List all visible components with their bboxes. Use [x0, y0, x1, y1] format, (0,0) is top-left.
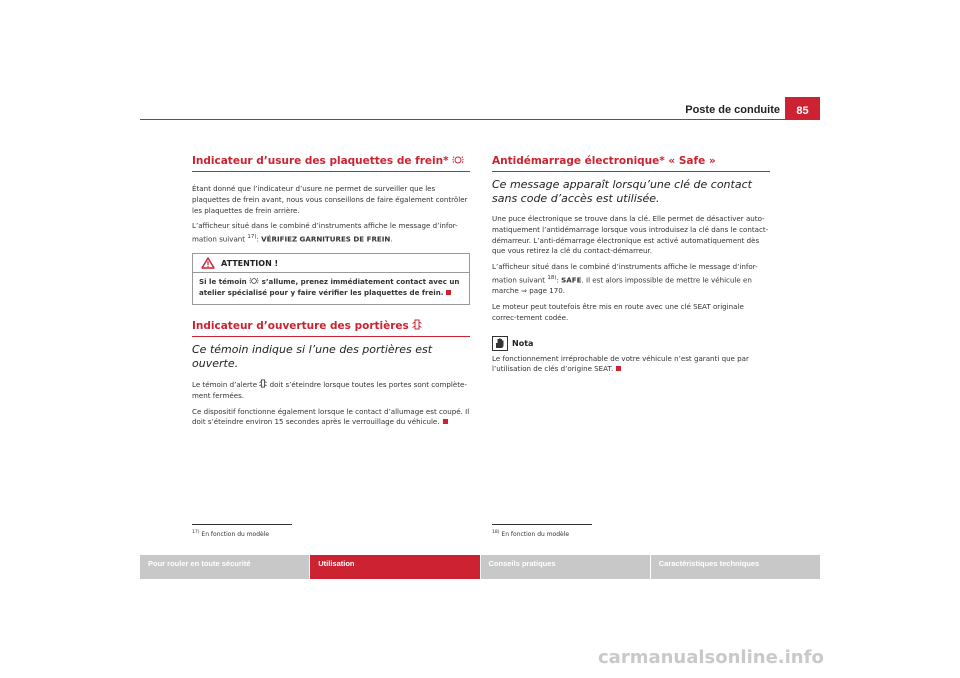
brake-warning-icon: [249, 277, 259, 285]
brake-wear-heading: [192, 155, 470, 172]
end-mark-icon: [616, 366, 621, 371]
header-rule: [140, 119, 820, 120]
door-lead: Ce témoin indique si l’une des portières est ouverte.: [192, 342, 433, 370]
left-column: [192, 155, 470, 433]
warning-title: ATTENTION !: [221, 258, 279, 268]
immobilizer-paragraph-2: L’afficheur situé dans le combiné d’instruments affiche le message d’infor-mation suivant $^{18)}$: SAFE. Il est alors impossible de mettre le véhicule en marche ⇒ page 170.: [492, 262, 758, 296]
end-mark-icon: [443, 419, 448, 424]
warning-triangle-icon: [201, 257, 215, 269]
brake-warning-icon: [452, 155, 464, 165]
page-number: 85: [785, 97, 820, 119]
page-reference-link[interactable]: . Il est alors impossible de mettre le véhicule en marche ⇒ page 170.: [492, 275, 752, 296]
immobilizer-lead: Ce message apparaît lorsqu’une clé de contact sans code d’accès est utilisée.: [492, 178, 752, 205]
watermark: carmanualsonline.info: [598, 647, 824, 668]
tab-caracteristiques[interactable]: Caractéristiques techniques: [651, 555, 820, 579]
door-indicator-heading: [192, 319, 470, 337]
note-header: [492, 336, 770, 351]
note-body: Le fonctionnement irréprochable de votre véhicule n’est garanti que par l’utilisation de clés d’origine SEAT.: [492, 353, 749, 374]
door-open-icon: [412, 319, 422, 330]
immobilizer-paragraph-3: Le moteur peut toutefois être mis en route avec une clé SEAT originale correc-tement codée.: [492, 301, 744, 322]
footnote-ref-17[interactable]: 17): [247, 234, 257, 241]
tab-pour-rouler[interactable]: Pour rouler en toute sécurité: [140, 555, 309, 579]
warning-box: [192, 253, 470, 305]
immobilizer-heading: Antidémarrage électronique* « Safe »: [492, 155, 770, 172]
footnote-17: $^{17)}$ En fonction du modèle: [192, 530, 270, 538]
footnote-rule-left: [192, 524, 292, 525]
brake-paragraph-2: L’afficheur situé dans le combiné d’instruments affiche le message d’infor-mation suivant $^{17)}$: VÉRIFIEZ GARNITURES DE FREIN.: [192, 221, 458, 244]
footnote-ref-18[interactable]: 18): [547, 274, 557, 281]
brake-wear-heading-text: Indicateur d’usure des plaquettes de frein*: [192, 155, 449, 167]
end-mark-icon: [446, 290, 451, 295]
right-column: [492, 155, 770, 380]
footnote-18: $^{18)}$ En fonction du modèle: [492, 530, 570, 538]
brake-paragraph-1: Étant donné que l’indicateur d’usure ne permet de surveiller que les plaquettes de frein avant, nous vous conseillons de faire également contrôler les plaquettes de frein arrière.: [192, 184, 468, 215]
section-tabs: [140, 555, 820, 579]
warning-body: Si le témoin s’allume, prenez immédiatement contact avec un atelier spécialisé pour y faire vérifier les plaquettes de frein.: [199, 277, 460, 298]
door-indicator-heading-text: Indicateur d’ouverture des portières: [192, 319, 409, 332]
door-paragraph-2: Ce dispositif fonctionne également lorsque le contact d’allumage est coupé. Il doit s’éteindre environ 15 secondes après le verrouillage du véhicule.: [192, 406, 470, 427]
immobilizer-paragraph-1: Une puce électronique se trouve dans la clé. Elle permet de désactiver auto-matiquement l’antidémarrage lorsque vous introduisez la clé dans le contact-démarreur. L’anti-démarrage électronique est activé automatiquement dès que vous retirez la clé du contact-démarreur.: [492, 214, 769, 256]
door-open-icon: [259, 379, 267, 388]
door-paragraph-1: Le témoin d’alerte doit s’éteindre lorsque toutes les portes sont complète-ment fermées.: [192, 379, 467, 400]
page-header-title: Poste de conduite: [685, 104, 780, 116]
footnote-rule-right: [492, 524, 592, 525]
brake-message: VÉRIFIEZ GARNITURES DE FREIN: [261, 234, 391, 244]
warning-header: [193, 254, 469, 273]
note-hand-icon: [492, 336, 508, 351]
note-title: Nota: [512, 338, 534, 348]
safe-message: SAFE: [561, 275, 582, 285]
tab-utilisation[interactable]: Utilisation: [310, 555, 479, 579]
tab-conseils-pratiques[interactable]: Conseils pratiques: [481, 555, 650, 579]
